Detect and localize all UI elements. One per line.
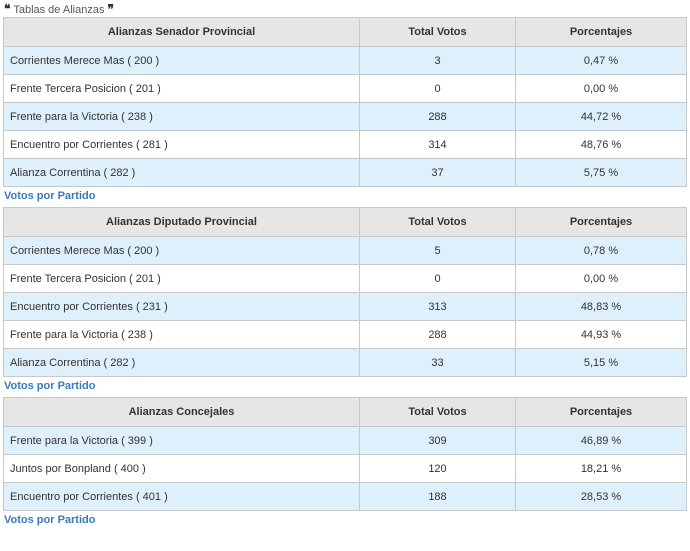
close-quote-icon: ❞ [107,2,114,16]
percent-cell: 5,15 % [516,349,687,377]
votes-column-header: Total Votos [360,398,516,427]
percent-cell: 0,47 % [516,47,687,75]
table-row [4,265,687,293]
alliance-name: Alianza Correntina ( 282 ) [4,159,360,187]
alliance-name: Corrientes Merece Mas ( 200 ) [4,237,360,265]
alliance-name: Frente para la Victoria ( 238 ) [4,103,360,131]
votes-cell: 309 [360,427,516,455]
table-header-row [4,18,687,47]
percent-cell: 0,00 % [516,75,687,103]
table-row [4,131,687,159]
percent-cell: 18,21 % [516,455,687,483]
votes-cell: 188 [360,483,516,511]
table-header-row [4,208,687,237]
percent-cell: 5,75 % [516,159,687,187]
page-title: Tablas de Alianzas [13,4,105,16]
percent-column-header: Porcentajes [516,208,687,237]
votes-by-party-link[interactable]: Votos por Partido [4,514,96,526]
votes-cell: 5 [360,237,516,265]
votes-by-party-link[interactable]: Votos por Partido [4,190,96,202]
alliance-section-senador [0,17,690,207]
alliance-section-diputado [0,207,690,397]
percent-column-header: Porcentajes [516,398,687,427]
page-header [0,1,690,17]
percent-cell: 28,53 % [516,483,687,511]
table-header-row [4,398,687,427]
votes-column-header: Total Votos [360,208,516,237]
table-row [4,103,687,131]
percent-cell: 44,93 % [516,321,687,349]
votes-column-header: Total Votos [360,18,516,47]
alliance-name: Encuentro por Corrientes ( 231 ) [4,293,360,321]
alliance-name: Frente Tercera Posicion ( 201 ) [4,75,360,103]
open-quote-icon: ❝ [4,2,11,16]
percent-cell: 44,72 % [516,103,687,131]
percent-cell: 48,76 % [516,131,687,159]
table-title: Alianzas Concejales [4,398,360,427]
table-row [4,321,687,349]
alliance-name: Frente para la Victoria ( 238 ) [4,321,360,349]
table-row [4,159,687,187]
votes-cell: 0 [360,265,516,293]
votes-cell: 33 [360,349,516,377]
alliance-name: Encuentro por Corrientes ( 281 ) [4,131,360,159]
alliance-table-senador [3,17,687,187]
table-row [4,237,687,265]
votes-cell: 0 [360,75,516,103]
percent-cell: 0,78 % [516,237,687,265]
table-row [4,349,687,377]
votes-cell: 288 [360,321,516,349]
table-row [4,293,687,321]
alliance-table-diputado [3,207,687,377]
percent-column-header: Porcentajes [516,18,687,47]
alliance-name: Encuentro por Corrientes ( 401 ) [4,483,360,511]
alliance-name: Frente Tercera Posicion ( 201 ) [4,265,360,293]
percent-cell: 0,00 % [516,265,687,293]
votes-cell: 120 [360,455,516,483]
table-row [4,75,687,103]
table-row [4,483,687,511]
alliance-table-concejales [3,397,687,511]
votes-cell: 288 [360,103,516,131]
alliance-name: Frente para la Victoria ( 399 ) [4,427,360,455]
alliance-section-concejales [0,397,690,531]
alliance-name: Juntos por Bonpland ( 400 ) [4,455,360,483]
votes-cell: 3 [360,47,516,75]
table-row [4,427,687,455]
table-title: Alianzas Diputado Provincial [4,208,360,237]
table-row [4,47,687,75]
votes-cell: 314 [360,131,516,159]
votes-cell: 313 [360,293,516,321]
votes-cell: 37 [360,159,516,187]
percent-cell: 48,83 % [516,293,687,321]
alliance-name: Alianza Correntina ( 282 ) [4,349,360,377]
table-row [4,455,687,483]
table-title: Alianzas Senador Provincial [4,18,360,47]
votes-by-party-link[interactable]: Votos por Partido [4,380,96,392]
alliance-name: Corrientes Merece Mas ( 200 ) [4,47,360,75]
percent-cell: 46,89 % [516,427,687,455]
